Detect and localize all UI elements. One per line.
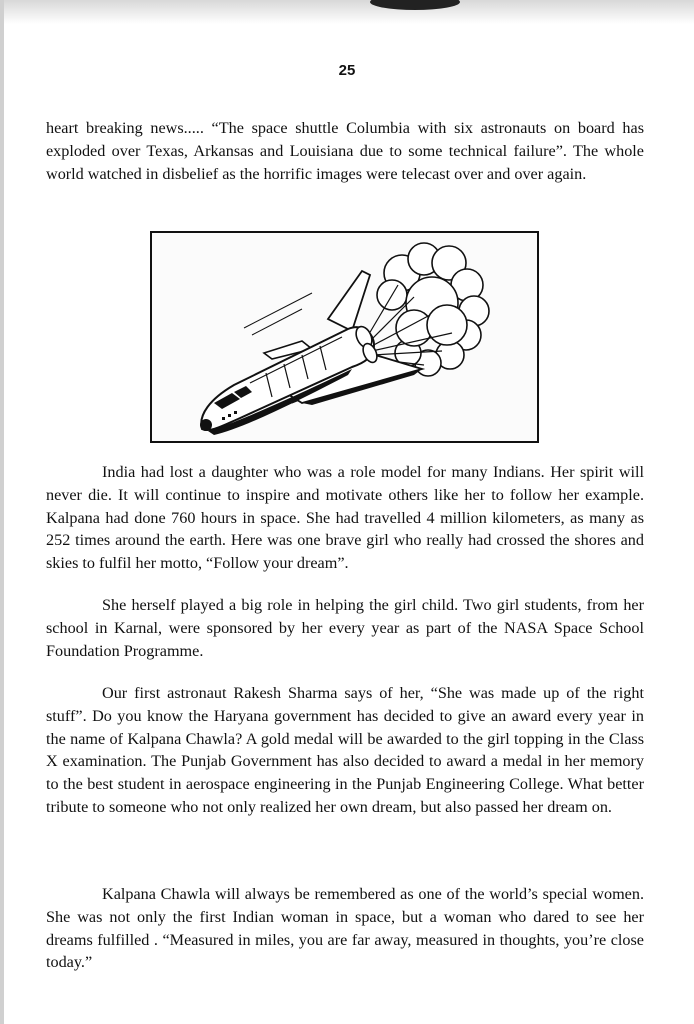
page-number: 25: [338, 62, 356, 79]
scan-left-edge: [0, 0, 4, 1024]
paragraph-4: Our first astronaut Rakesh Sharma says of her, “She was made up of the right stuff”. Do you know the Haryana government has decided to give an award every year in the name of Kalpana Chawla? A gold medal will be awarded to the girl topping in the Class X examination. The Punjab Government has also decided to award a medal in her memory to the best student in aerospace engineering in the Punjab Engineering College. What better tribute to someone who not only realized her own dream, but also passed her dream on.: [46, 684, 644, 816]
paragraph-2: India had lost a daughter who was a role model for many Indians. Her spirit will never die. It will continue to inspire and motivate others like her to follow her example. Kalpana had done 760 hours in space. She had travelled 4 million kilometers, as many as 252 times around the earth. Here was one brave girl who really had crossed the shores and skies to fulfil her motto, “Follow your dream”.: [46, 463, 644, 573]
space-shuttle-illustration-icon: [152, 233, 537, 441]
shuttle-figure: [150, 231, 539, 443]
scan-top-shadow: [0, 0, 694, 24]
paragraph-5: Kalpana Chawla will always be remembered as one of the world’s special women. She was not only the first Indian woman in space, but a woman who dared to see her dreams fulfilled . “Measured in miles, you are far away, measured in thoughts, you’re close today.”: [46, 885, 644, 972]
paragraph-3: She herself played a big role in helping the girl child. Two girl students, from her school in Karnal, were sponsored by her every year as part of the NASA Space School Foundation Programme.: [46, 596, 644, 660]
paragraph-1: heart breaking news..... “The space shuttle Columbia with six astronauts on board has exploded over Texas, Arkansas and Louisiana due to some technical failure”. The whole world watched in disbelief as the horrific images were telecast over and over again.: [46, 119, 644, 183]
